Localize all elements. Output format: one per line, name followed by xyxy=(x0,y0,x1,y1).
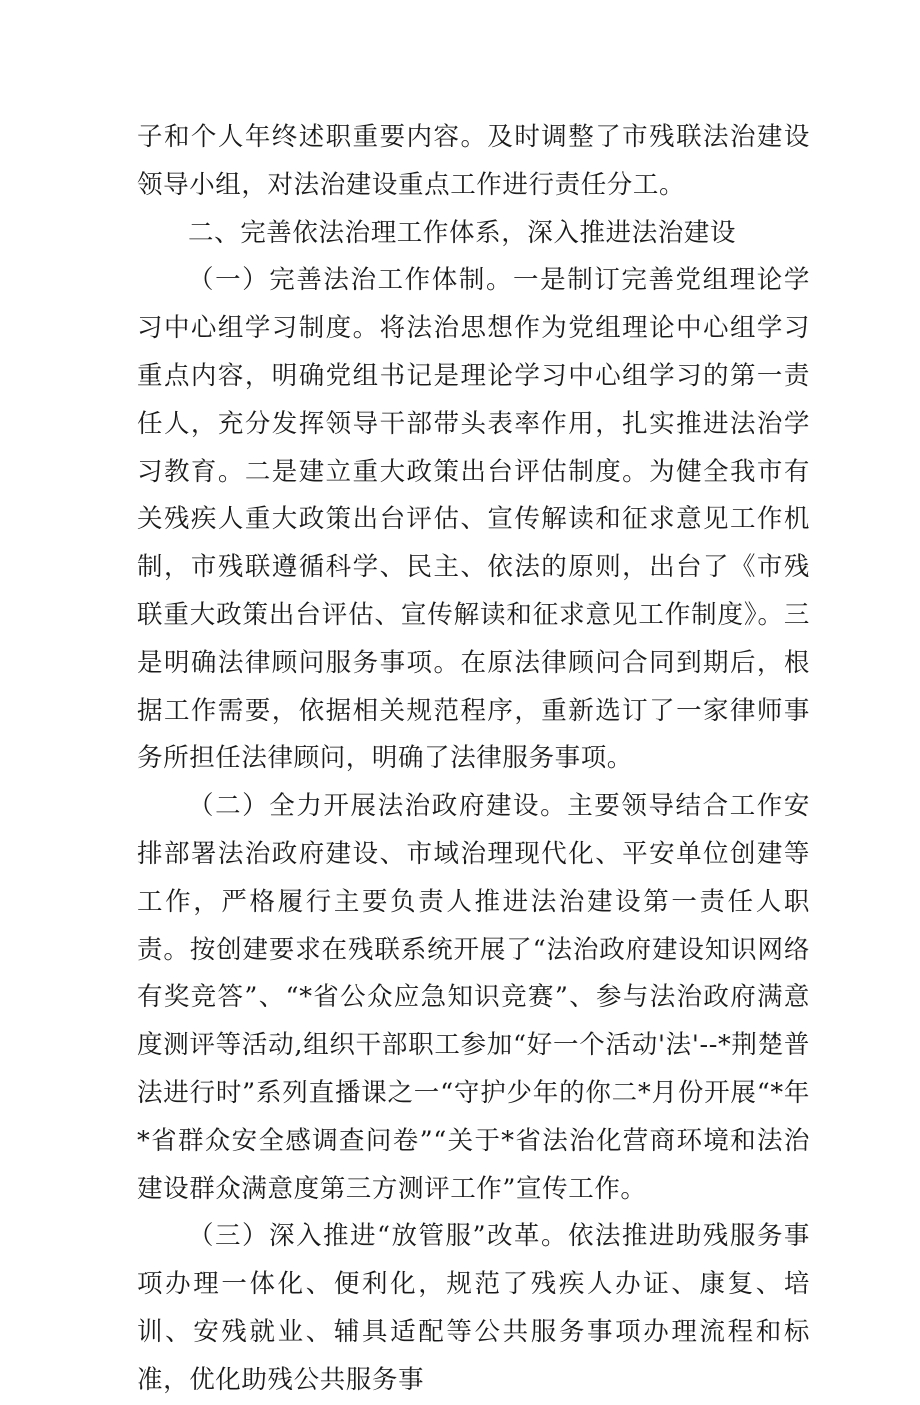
paragraph-legal-work-system: （一）完善法治工作体制。一是制订完善党组理论学习中心组学习制度。将法治思想作为党组理论中心组学习重点内容，明确党组书记是理论学习中心组学习的第一责任人，充分发挥领导干部带头表率作用，扎实推进法治学习教育。二是建立重大政策出台评估制度。为健全我市有关残疾人重大政策出台评估、宣传解读和征求意见工作机制，市残联遵循科学、民主、依法的原则，出台了《市残联重大政策出台评估、宣传解读和征求意见工作制度》。三是明确法律顾问服务事项。在原法律顾问合同到期后，根据工作需要，依据相关规范程序，重新选订了一家律师事务所担任法律顾问，明确了法律服务事项。 xyxy=(137,265,810,774)
paragraph-continuation: 子和个人年终述职重要内容。及时调整了市残联法治建设领导小组，对法治建设重点工作进行责任分工。 xyxy=(137,122,810,200)
paragraph-law-based-government: （二）全力开展法治政府建设。主要领导结合工作安排部署法治政府建设、市域治理现代化、平安单位创建等工作，严格履行主要负责人推进法治建设第一责任人职责。按创建要求在残联系统开展了“法治政府建设知识网络有奖竞答”、“*省公众应急知识竞赛”、参与法治政府满意度测评等活动,组织干部职工参加“好一个活动'法'--*荆楚普法进行时”系列直播课之一“守护少年的你二*月份开展“*年*省群众安全感调查问卷”“关于*省法治化营商环境和法治建设群众满意度第三方测评工作”宣传工作。 xyxy=(137,791,810,1204)
section-heading: 二、完善依法治理工作体系，深入推进法治建设 xyxy=(188,217,737,248)
paragraph-reform: （三）深入推进“放管服”改革。依法推进助残服务事项办理一体化、便利化，规范了残疾人办证、康复、培训、安残就业、辅具适配等公共服务事项办理流程和标准，优化助残公共服务事 xyxy=(137,1221,810,1395)
